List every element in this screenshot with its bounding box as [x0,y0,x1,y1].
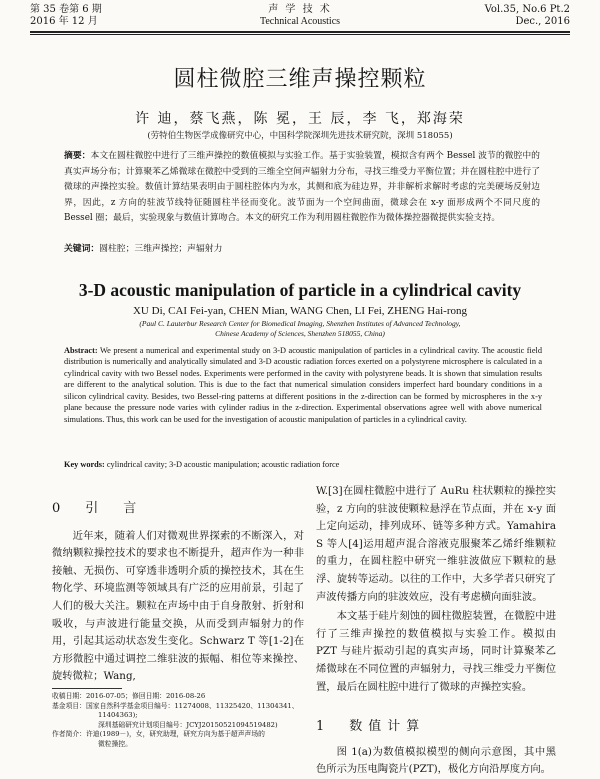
paragraph-2: 本文基于硅片刻蚀的圆柱微腔装置，在微腔中进行了三维声操控的数值模拟与实验工作。模拟由 PZT 与硅片振动引起的真实声场，同时计算聚苯乙烯微球在不同位置的声辐射力，寻找三维受力平衡位置，最后在圆柱腔中进行了微球的声操控实验。 [316,610,556,693]
journal-volume-en [485,4,570,28]
abstract-cn [64,149,540,227]
keywords-cn [64,241,222,254]
header-rule-thin [30,34,570,35]
keywords-en [64,460,339,469]
affiliation-en [0,319,600,339]
footnotes [52,692,302,750]
journal-name-en: Technical Acoustics [259,16,341,27]
volume-issue-en: Vol.35, No.6 Pt.2 [484,4,570,15]
abstract-en-text: We present a numerical and experimental study on 3-D acoustic manipulation of particles in a cylindrical cavity. The acoustic field distribution is numerically and analytically simulated and 3-D acoustic radiation forces exerted on a polystyrene microsphere is calculated in a cylindrical cavity with two Bessel nodes. Experiments were performed in the cavity with polystyrene beads. It is shown that simulation results are different to the analytical solution. This is due to the fact that numerical simulation considers imperfect hard boundary conditions in a silicon cylindrical cavity. Besides, two Bessel-ring patterns at different positions in the z-direction can be formed by microspheres in the x-y plane because the pressure node varies with cylinder radius in the z-direction. Experimental observations agree well with above numerical simulations. Thus, this work can be used for the investigation of acoustic manipulation of particles in a cylindrical cavity. [64,346,542,424]
section-1-paragraph-1: 图 1(a)为数值模拟模型的侧向示意图，其中黑色所示为压电陶瓷片(PZT)，极化方向沿厚度方向。 [316,745,556,776]
abstract-en-label: Abstract: [64,346,98,355]
footnote-funding-cont: 11404363); [98,711,138,720]
paper-title-en: 3-D acoustic manipulation of particle in a cylindrical cavity [78,280,522,300]
paragraph-continued: W.[3]在圆柱微腔中进行了 AuRu 柱状颗粒的操控实验，z 方向的驻波使颗粒悬浮在节点面，并在 x-y 面上定向运动，排列成环、链等多种方式。Yamahira S 等人[4]运用超声混合溶液克服聚苯乙烯纤维颗粒的重力，在圆柱腔中研究一维驻波做应下颗粒的悬浮、旋转等运动。以往的工作中，大多学者只研究了声波传播方向的驻波效应，没有考虑横向面驻波。 [316,485,556,603]
date-cn: 2016 年 12 月 [30,16,98,27]
footnote-author-cont: 微粒操控。 [98,739,132,748]
running-header [30,4,570,34]
section-1-heading: 1 数值计算 [316,719,426,735]
left-column [52,500,304,686]
footnote-received: 收稿日期：2016-07-05；修回日期：2016-08-26 [52,692,206,700]
keywords-cn-label: 关键词： [64,244,100,254]
section-0-heading: 0 引 言 [52,501,143,516]
keywords-en-text: cylindrical cavity; 3-D acoustic manipulation; acoustic radiation force [106,460,340,469]
right-column [316,483,556,779]
affiliation-cn: (劳特伯生物医学成像研究中心，中国科学院深圳先进技术研究院，深圳 518055) [147,131,453,141]
footnote-funding: 基金项目：国家自然科学基金项目编号：11274008、11325420、11304341、 [52,701,299,710]
section-0-paragraph-1: 近年来，随着人们对微观世界探索的不断深入，对微纳颗粒操控技术的要求也不断提升，超声作为一种非接触、无损伤、可穿透非透明介质的操控技术，其在生物化学、环境监测等领域具有广泛的应用前景，引起了人们的极大关注。颗粒在声场中由于自身散射、折射和吸收，与声波进行能量交换，从而受到声辐射力的作用，引起其运动状态发生变化。Schwarz T 等[1-2]在方形微腔中通过调控二维驻波的振幅、相位等来操控、旋转微粒；Wang, [52,529,304,683]
journal-name-cn: 声 学 技 术 [268,4,332,15]
affiliation-en-line1: (Paul C. Lauterbur Research Center for Biomedical Imaging, Shenzhen Institutes of Advanced Technology, [139,319,461,328]
date-en: Dec., 2016 [515,16,570,27]
authors-cn: 许 迪，蔡飞燕，陈 冕，王 辰，李 飞，郑海荣 [135,111,465,127]
volume-issue-cn: 第 35 卷第 6 期 [30,4,102,15]
footnote-author: 作者简介：许迪(1989－)，女，研究助理，研究方向为基于超声声场的 [52,730,265,739]
footnote-funding-cont2: 深圳基础研究计划项目编号：JCYJ20150521094519482) [98,720,278,729]
authors-en: XU Di, CAI Fei-yan, CHEN Mian, WANG Chen, LI Fei, ZHENG Hai-rong [132,305,468,317]
header-rule [30,31,570,33]
footnote-rule [52,688,122,689]
abstract-cn-label: 摘要： [64,151,91,161]
affiliation-en-line2: Chinese Academy of Sciences, Shenzhen 518055, China) [215,329,385,338]
keywords-cn-text: 圆柱腔；三维声操控；声辐射力 [99,244,223,254]
keywords-en-label: Key words: [64,460,105,469]
paper-title-cn: 圆柱微腔三维声操控颗粒 [173,67,427,92]
abstract-en [64,345,542,425]
abstract-cn-text: 本文在圆柱微腔中进行了三维声操控的数值模拟与实验工作。基于实验装置，模拟含有两个 Bessel 波节的微腔中的真实声场分布；计算聚苯乙烯微球在微腔中受到的三维全空间声辐射力分布，寻找三维受力平衡位置；并在圆柱腔中进行了微球的声操控实验。数值计算结果表明由于圆柱腔体内为水，其侧和底为硅边界，并非解析求解时考虑的完美硬场反射边界，因此，z 方向的驻波节线特征随圆柱半径而变化。波节面为一个空间曲面，微球会在 x-y 面形成两个不同尺度的 Bessel 圈；最后，实验现象与数值计算吻合。本文的研究工作为利用圆柱微腔作为微体操控器微提供实验支持。 [64,151,540,224]
